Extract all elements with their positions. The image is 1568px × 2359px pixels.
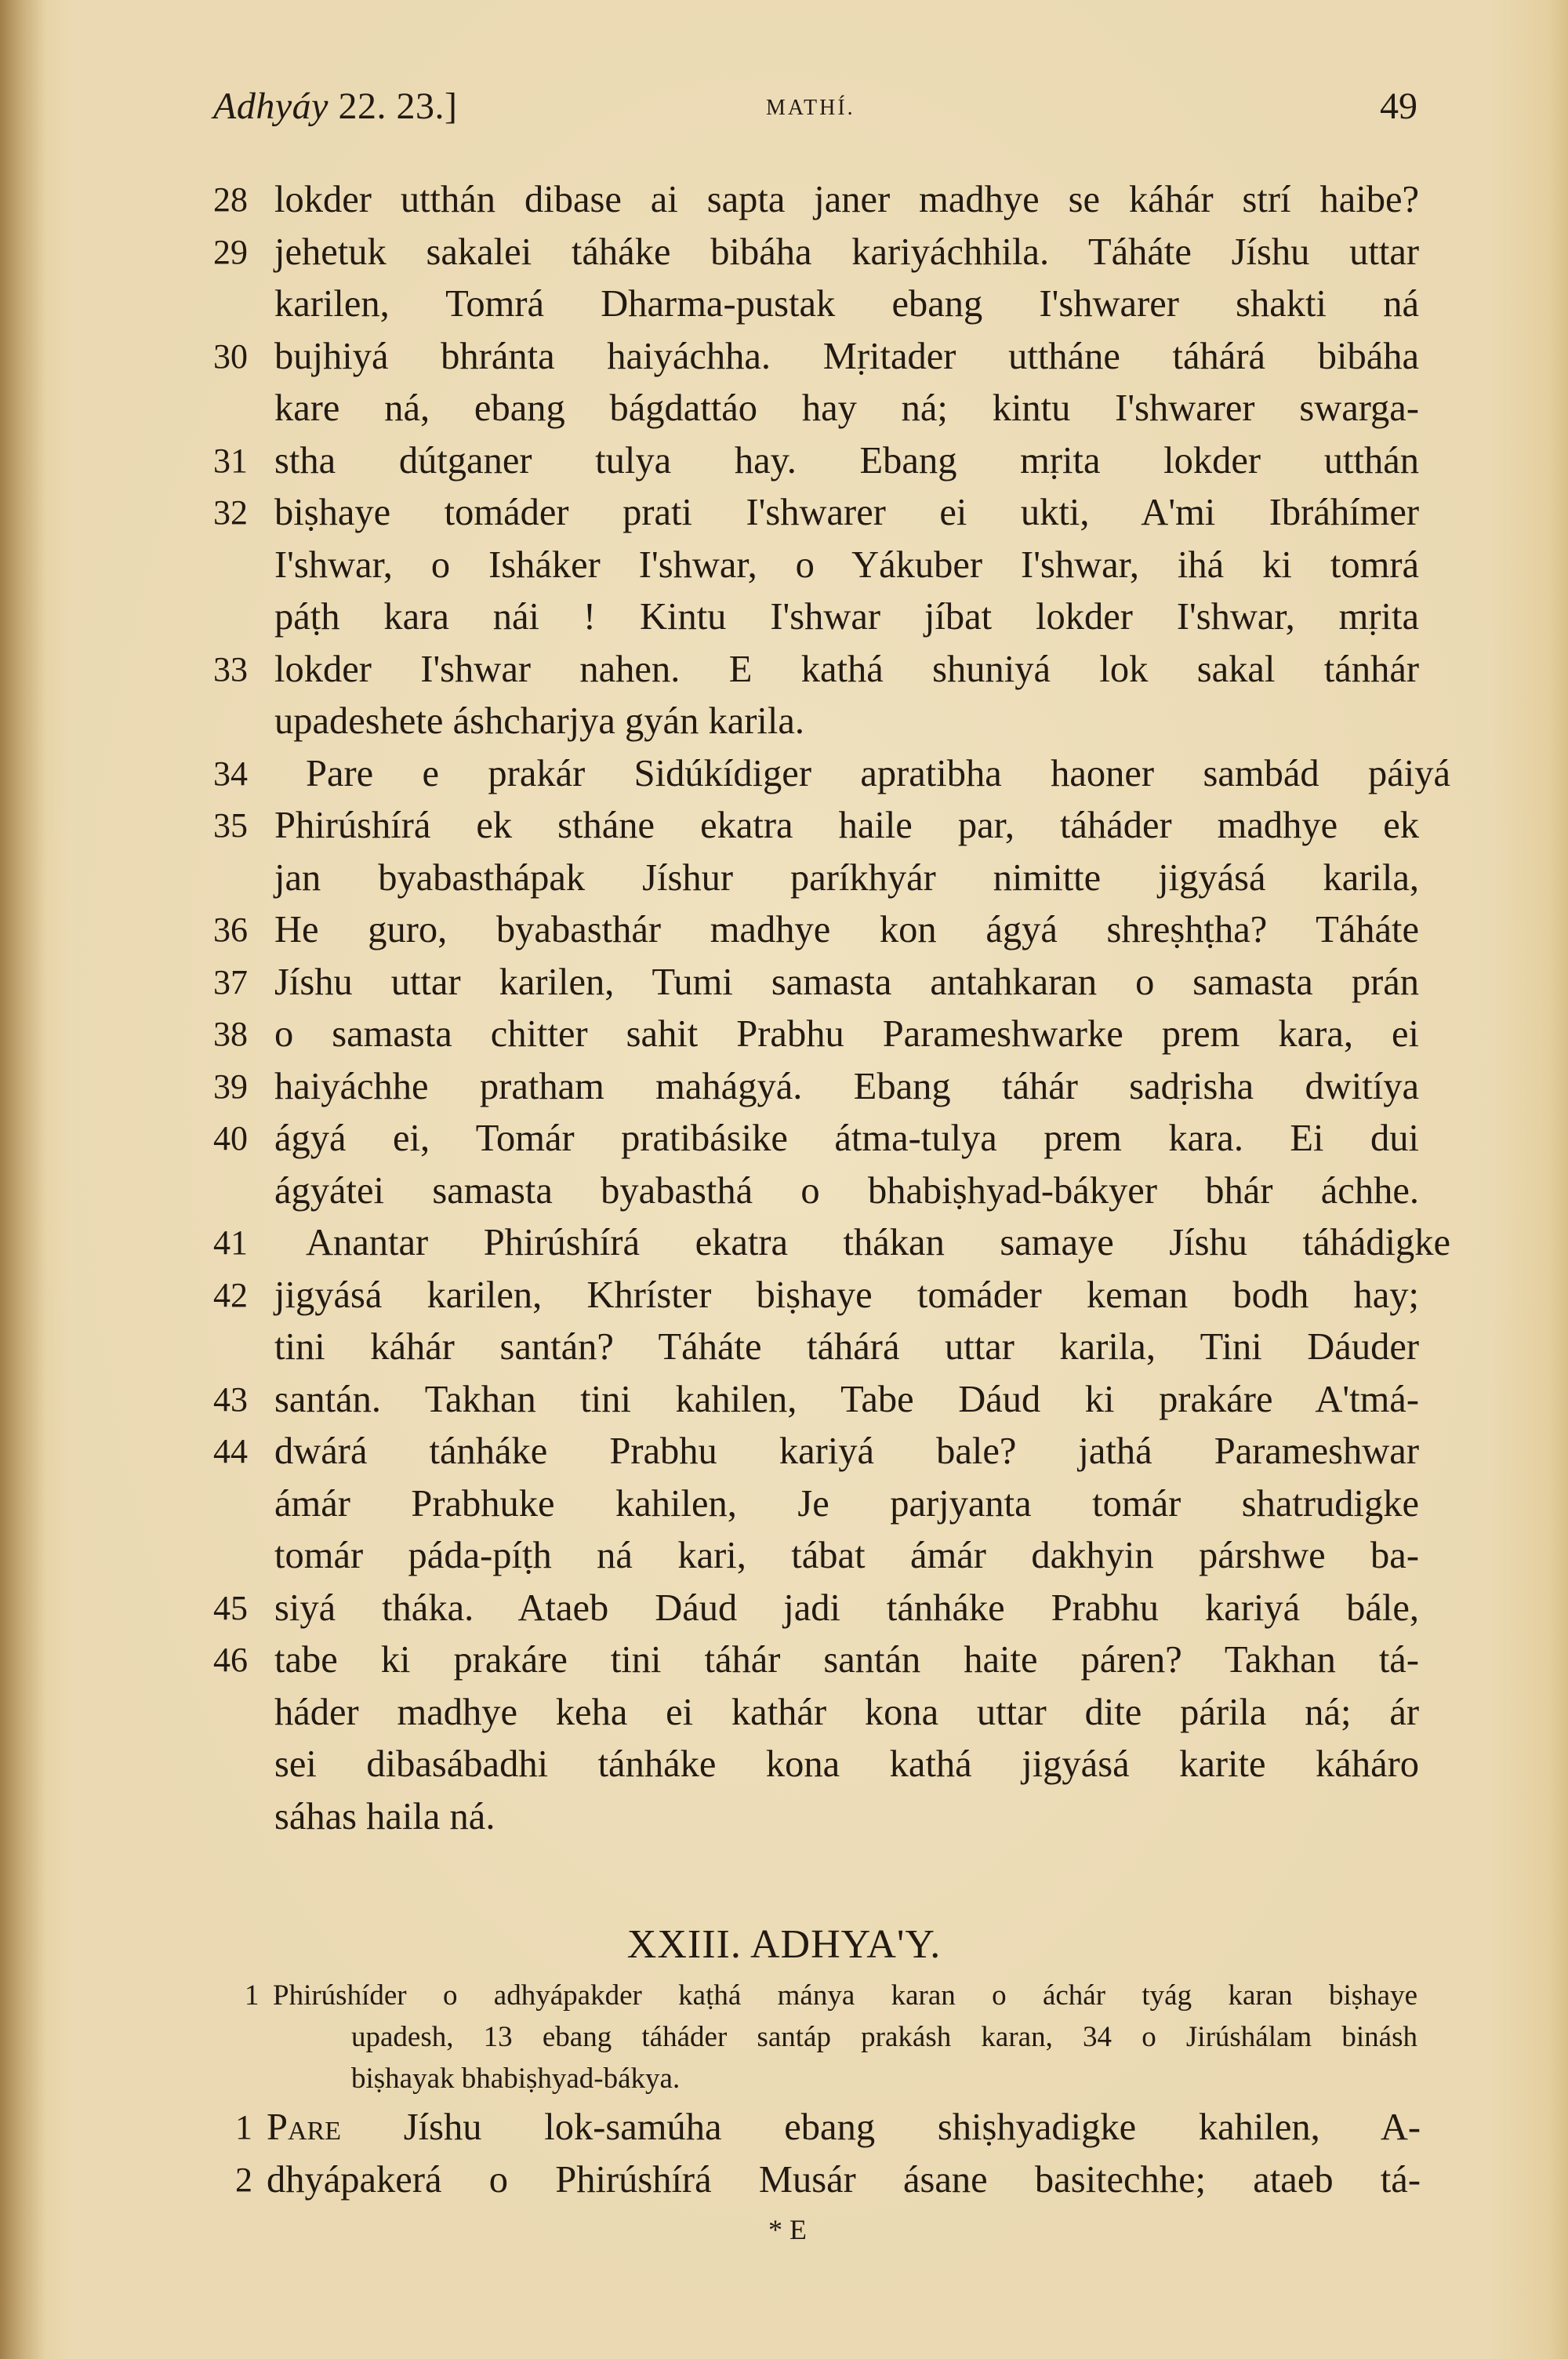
header-verse-range: 22. 23.] xyxy=(338,85,458,127)
verse-number: 39 xyxy=(213,1067,248,1106)
verse-text: tabe ki prakáre tini táhár santán haite páren? Takhan tá- xyxy=(274,1639,1419,1681)
verse-line xyxy=(213,1009,1421,1061)
verse-text: o samasta chitter sahit Prabhu Parameshwarke prem kara, ei xyxy=(274,1013,1419,1055)
verse-line xyxy=(213,1061,1421,1114)
verse-text: ágyá ei, Tomár pratibásike átma-tulya prem kara. Ei dui xyxy=(274,1118,1419,1159)
signature-mark: * E xyxy=(768,2214,807,2245)
verse-number: 43 xyxy=(213,1379,248,1419)
verse-line xyxy=(213,1113,1421,1165)
verse-number: 34 xyxy=(213,754,248,793)
verse-text: I'shwar, o Isháker I'shwar, o Yákuber I'shwar, ihá ki tomrá xyxy=(274,543,1419,586)
verse-text: dwárá tánháke Prabhu kariyá bale? jathá Parameshwar xyxy=(274,1430,1419,1472)
verse-line xyxy=(213,435,1421,488)
verse-line xyxy=(213,1321,1421,1374)
verse-line xyxy=(213,957,1421,1009)
verse-text: He guro, byabasthár madhye kon ágyá shreṣhṭha? Táháte xyxy=(274,909,1419,951)
verse-text: santán. Takhan tini kahilen, Tabe Dáud ki prakáre A'tmá- xyxy=(274,1378,1419,1420)
verse-number: 44 xyxy=(213,1432,248,1470)
verse-line xyxy=(213,487,1421,540)
summary-line xyxy=(235,2058,1417,2099)
chapter-summary xyxy=(235,1975,1417,2099)
verse-line xyxy=(213,644,1421,696)
verse-text: stha dútganer tulya hay. Ebang mṛita lokder utthán xyxy=(274,439,1419,482)
verse-line xyxy=(213,227,1421,279)
verse-line xyxy=(213,591,1421,644)
header-chapter-ref xyxy=(213,85,457,128)
verse-text: bujhiyá bhránta haiyáchha. Mṛitader uttháne táhárá bibáha xyxy=(274,335,1419,377)
verse-line xyxy=(213,904,1421,957)
verse-number: 33 xyxy=(213,649,248,689)
verse-line xyxy=(213,1270,1421,1322)
verse-text: Anantar Phirúshírá ekatra thákan samaye Jíshu táhádigke xyxy=(306,1222,1450,1263)
summary-line xyxy=(235,2016,1417,2058)
summary-text: Phirúshíder o adhyápakder kaṭhá mánya karan o áchár tyág karan biṣhaye xyxy=(273,1979,1417,2012)
verse-line xyxy=(213,1634,1421,1687)
verse-line xyxy=(213,1530,1421,1583)
verse-text: páṭh kara nái ! Kintu I'shwar jíbat lokder I'shwar, mṛita xyxy=(274,596,1419,638)
verse-text: tomár páda-píṭh ná kari, tábat ámár dakhyin párshwe ba- xyxy=(274,1535,1419,1576)
verse-text: biṣhaye tomáder prati I'shwarer ei ukti, A'mi Ibráhímer xyxy=(274,492,1419,533)
verse-text-block xyxy=(213,174,1450,1843)
verse-line xyxy=(213,1374,1421,1427)
verse-number: 2 xyxy=(235,2160,252,2199)
verse-line xyxy=(213,1791,1421,1844)
verse-line xyxy=(235,2102,1421,2154)
verse-line xyxy=(213,174,1421,227)
verse-text: Pare Jíshu lok-samúha ebang shiṣhyadigke kahilen, A- xyxy=(267,2106,1421,2148)
verse-number: 40 xyxy=(213,1119,248,1158)
verse-line xyxy=(213,696,1421,748)
verse-text: lokder I'shwar nahen. E kathá shuniyá lok sakal tánhár xyxy=(274,648,1419,690)
verse-text: kare ná, ebang bágdattáo hay ná; kintu I'shwarer swarga- xyxy=(274,387,1419,429)
verse-number: 38 xyxy=(213,1015,248,1053)
verse-text: ágyátei samasta byabasthá o bhabiṣhyad-bákyer bhár áchhe. xyxy=(274,1169,1419,1212)
page-number: 49 xyxy=(1380,85,1417,127)
verse-text: sei dibasábadhi tánháke kona kathá jigyásá karite káháro xyxy=(274,1743,1419,1785)
verse-text: ámár Prabhuke kahilen, Je parjyanta tomár shatrudigke xyxy=(274,1482,1419,1525)
verse-number: 46 xyxy=(213,1641,248,1679)
verse-line xyxy=(213,1583,1421,1635)
verse-line xyxy=(213,331,1421,383)
verse-line xyxy=(213,1165,1421,1218)
verse-number: 42 xyxy=(213,1275,248,1314)
verse-text: jehetuk sakalei táháke bibáha kariyáchhila. Táháte Jíshu uttar xyxy=(274,231,1419,273)
verse-number: 35 xyxy=(213,806,248,845)
verse-line xyxy=(213,278,1421,331)
chapter-title: XXIII. ADHYA'Y. xyxy=(626,1922,942,1967)
summary-text: upadesh, 13 ebang táháder santáp prakásh karan, 34 o Jirúshálam binásh xyxy=(351,2021,1417,2053)
verse-number: 41 xyxy=(213,1223,248,1262)
verse-number: 1 xyxy=(235,2108,252,2146)
verse-line xyxy=(213,1217,1450,1270)
verse-line xyxy=(213,800,1421,852)
verse-line xyxy=(213,540,1421,592)
verse-text: Jíshu uttar karilen, Tumi samasta antahkaran o samasta prán xyxy=(274,961,1419,1003)
verse-line xyxy=(213,1478,1421,1531)
verse-text: siyá tháka. Ataeb Dáud jadi tánháke Prabhu kariyá bále, xyxy=(274,1587,1419,1629)
verse-text: dhyápakerá o Phirúshírá Musár ásane basitechhe; ataeb tá- xyxy=(267,2158,1421,2201)
verse-line xyxy=(213,1426,1421,1478)
running-header xyxy=(213,85,1417,140)
verse-text: Pare e prakár Sidúkídiger apratibha haoner sambád páiyá xyxy=(306,752,1450,794)
verse-line xyxy=(213,748,1450,801)
chapter-verses xyxy=(235,2102,1421,2206)
header-book-title: MATHÍ. xyxy=(766,96,855,120)
verse-number: 28 xyxy=(213,180,248,219)
verse-text: haiyáchhe pratham mahágyá. Ebang táhár sadṛisha dwitíya xyxy=(274,1065,1419,1107)
verse-text: jigyásá karilen, Khríster biṣhaye tomáder keman bodh hay; xyxy=(274,1274,1419,1316)
verse-line xyxy=(213,383,1421,435)
drop-word: Pare xyxy=(267,2106,341,2148)
verse-line xyxy=(213,1739,1421,1791)
verse-number: 31 xyxy=(213,441,248,480)
summary-line xyxy=(235,1975,1417,2016)
verse-number: 29 xyxy=(213,232,248,271)
verse-text: háder madhye keha ei kathár kona uttar dite párila ná; ár xyxy=(274,1691,1419,1733)
verse-number: 30 xyxy=(213,336,248,376)
summary-text: biṣhayak bhabiṣhyad-bákya. xyxy=(351,2063,681,2095)
verse-number: 45 xyxy=(213,1588,248,1627)
verse-text: upadeshete áshcharjya gyán karila. xyxy=(274,700,804,742)
verse-text: sáhas haila ná. xyxy=(274,1795,495,1837)
verse-text: karilen, Tomrá Dharma-pustak ebang I'shwarer shakti ná xyxy=(274,283,1419,325)
verse-line xyxy=(235,2154,1421,2207)
verse-text: Phirúshírá ek stháne ekatra haile par, táháder madhye ek xyxy=(274,805,1419,846)
verse-line xyxy=(213,852,1421,905)
verse-number: 36 xyxy=(213,911,248,949)
page-gutter-shadow xyxy=(0,0,47,2359)
verse-number: 37 xyxy=(213,962,248,1001)
verse-line xyxy=(213,1687,1421,1739)
verse-text: jan byabasthápak Jíshur paríkhyár nimitte jigyásá karila, xyxy=(274,856,1419,899)
verse-text: lokder utthán dibase ai sapta janer madhye se káhár strí haibe? xyxy=(274,179,1419,220)
summary-number: 1 xyxy=(245,1979,260,2012)
header-adhyay-label: Adhyáy xyxy=(213,85,328,127)
verse-number: 32 xyxy=(213,493,248,532)
verse-text: tini káhár santán? Táháte táhárá uttar karila, Tini Dáuder xyxy=(274,1326,1419,1368)
